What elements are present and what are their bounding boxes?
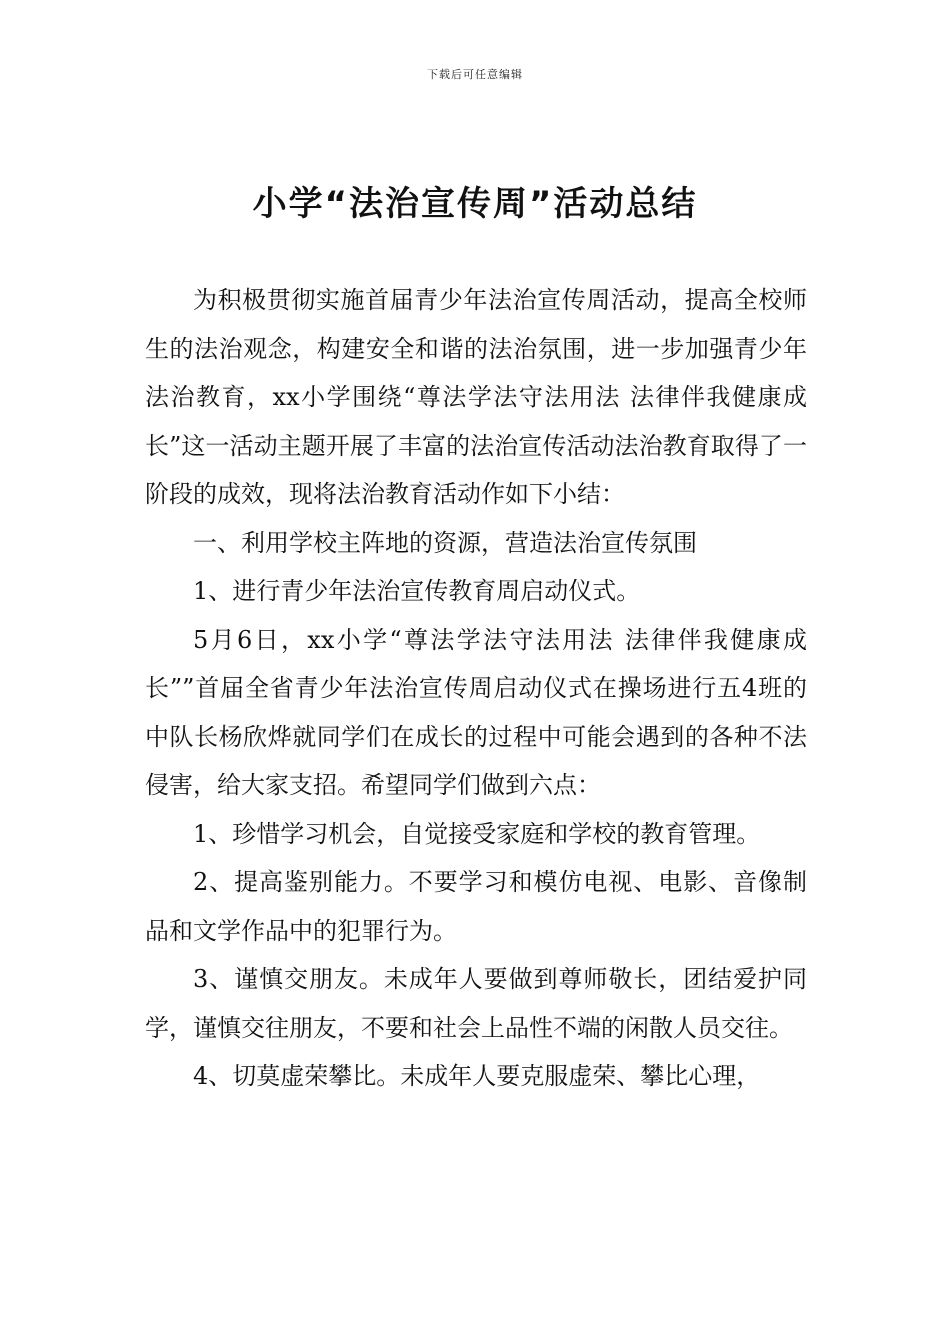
- paragraph: 1、进行青少年法治宣传教育周启动仪式。: [193, 577, 641, 605]
- paragraph: 4、切莫虚荣攀比。未成年人要克服虚荣、攀比心理，: [193, 1062, 761, 1090]
- paragraph: 一、利用学校主阵地的资源，营造法治宣传氛围: [193, 528, 697, 557]
- paragraph: 2、提高鉴别能力。不要学习和模仿电视、电影、音像制品和文学作品中的犯罪行为。: [145, 868, 807, 945]
- paragraph: 1、珍惜学习机会，自觉接受家庭和学校的教育管理。: [193, 819, 761, 848]
- header-note: 下载后可任意编辑: [427, 68, 523, 81]
- document-title: 小学“法治宣传周”活动总结: [252, 184, 698, 224]
- document-body: [145, 276, 807, 1101]
- paragraph: 为积极贯彻实施首届青少年法治宣传周活动，提高全校师生的法治观念，构建安全和谐的法治氛围，进一步加强青少年法治教育，xx小学围绕“尊法学法守法用法 法律伴我健康成长”这一活动主题开展了丰富的法治宣传活动法治教育取得了一阶段的成效，现将法治教育活动作如下小结：: [145, 286, 807, 508]
- paragraph: 5月6日，xx小学“尊法学法守法用法 法律伴我健康成长””首届全省青少年法治宣传周启动仪式在操场进行五4班的中队长杨欣烨就同学们在成长的过程中可能会遇到的各种不法侵害，给大家支招。希望同学们做到六点：: [145, 625, 807, 799]
- paragraph: 3、谨慎交朋友。未成年人要做到尊师敬长，团结爱护同学，谨慎交往朋友，不要和社会上品性不端的闲散人员交往。: [145, 965, 807, 1042]
